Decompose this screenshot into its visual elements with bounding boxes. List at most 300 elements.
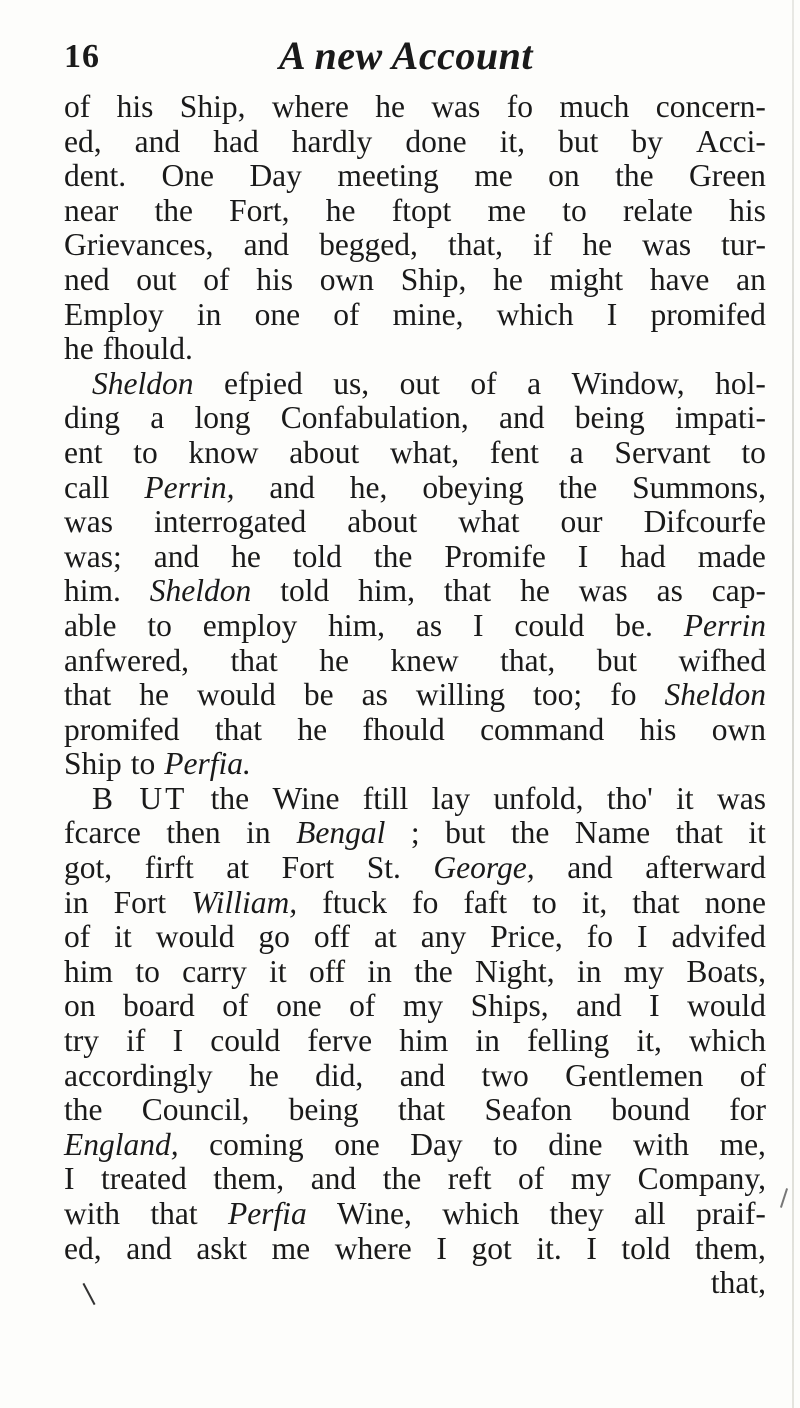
- word: meeting: [337, 158, 439, 194]
- word: interrogated: [154, 504, 307, 540]
- word: one: [276, 988, 322, 1024]
- word: Perrin,: [144, 469, 235, 505]
- word: got,: [64, 850, 113, 886]
- word: be.: [615, 607, 653, 643]
- word: able: [64, 607, 117, 643]
- word: our: [560, 504, 603, 540]
- word: the: [510, 815, 550, 851]
- word: he: [297, 711, 328, 747]
- text-line: [64, 1162, 766, 1197]
- word: ftopt: [391, 192, 452, 228]
- word: lay: [431, 780, 471, 816]
- word: knew: [390, 642, 459, 678]
- word: it,: [581, 884, 608, 920]
- word: it: [748, 815, 766, 851]
- word: tho': [606, 780, 653, 816]
- word: it: [269, 953, 287, 989]
- word: Employ: [64, 296, 164, 332]
- word: he: [231, 538, 261, 574]
- word: in: [196, 296, 222, 332]
- word: as: [361, 677, 388, 713]
- text-line: [64, 886, 766, 921]
- word: his: [116, 89, 154, 124]
- text-line: [64, 194, 766, 229]
- word: fo: [506, 89, 533, 124]
- word: B: [92, 780, 117, 816]
- word: at: [226, 850, 250, 886]
- text-line: [64, 263, 766, 298]
- word: they: [549, 1196, 604, 1231]
- word: board: [123, 988, 195, 1024]
- word: Bengal: [296, 815, 386, 851]
- word: for: [729, 1092, 766, 1128]
- word: the: [64, 1092, 103, 1128]
- text-line: [64, 125, 766, 160]
- word: Ship: [64, 746, 122, 782]
- word: my: [623, 953, 665, 989]
- word: One: [161, 158, 215, 194]
- word: I: [606, 296, 618, 332]
- text-line: [64, 747, 766, 782]
- word: and: [499, 400, 545, 436]
- word: St.: [366, 850, 401, 886]
- word: ding: [64, 400, 121, 436]
- word: obeying: [422, 469, 524, 505]
- text-line: [64, 609, 766, 644]
- text-line: [64, 298, 766, 333]
- word: reft: [447, 1161, 492, 1197]
- word: Confabulation,: [280, 400, 469, 436]
- word: efpied: [223, 365, 303, 401]
- word: askt: [196, 1230, 248, 1266]
- word: it,: [499, 123, 525, 159]
- word: William,: [191, 884, 298, 920]
- word: could: [514, 607, 585, 643]
- text-line: [64, 920, 766, 955]
- word: long: [194, 400, 251, 436]
- word: ent: [64, 434, 103, 470]
- word: them,: [213, 1161, 285, 1197]
- word: the: [373, 538, 413, 574]
- word: to: [493, 1126, 518, 1162]
- text-line: [64, 332, 766, 367]
- word: hol-: [715, 365, 766, 401]
- word: impati-: [674, 400, 766, 436]
- word: which: [496, 296, 574, 332]
- word: any: [420, 919, 467, 955]
- word: Sheldon: [149, 573, 252, 609]
- word: that: [632, 884, 680, 920]
- word: of: [64, 919, 91, 955]
- word: too;: [533, 677, 583, 713]
- word: relate: [622, 192, 693, 228]
- word: fhould: [362, 711, 445, 747]
- word: and: [576, 988, 622, 1024]
- word: in: [367, 953, 392, 989]
- text-line: [64, 1232, 766, 1267]
- word: told: [280, 573, 330, 609]
- word: own: [711, 711, 766, 747]
- word: Fort: [281, 850, 335, 886]
- word: and: [399, 1057, 446, 1093]
- word: Boats,: [686, 953, 766, 989]
- word: that,: [447, 227, 504, 263]
- word: he: [375, 89, 405, 124]
- word: advifed: [671, 919, 766, 955]
- word: but: [445, 815, 486, 851]
- word: dine: [548, 1126, 603, 1162]
- word: but: [596, 642, 637, 678]
- word: my: [402, 988, 444, 1024]
- text-line: [64, 436, 766, 471]
- word: he: [319, 642, 349, 678]
- word: I: [64, 1161, 75, 1197]
- page-number: 16: [64, 38, 100, 75]
- word: a: [569, 434, 584, 470]
- word: of: [470, 365, 497, 401]
- text-line: [64, 367, 766, 402]
- word: England,: [64, 1126, 179, 1162]
- word: know: [188, 434, 259, 470]
- word: the: [615, 158, 654, 194]
- word: carry: [182, 953, 247, 989]
- word: where: [334, 1230, 412, 1266]
- word: he: [64, 331, 94, 367]
- word: hardly: [291, 123, 373, 159]
- word: that: [675, 815, 723, 851]
- text-line: [64, 644, 766, 679]
- word: that: [397, 1092, 446, 1128]
- word: the: [558, 469, 598, 505]
- word: ftill: [362, 780, 409, 816]
- word: of: [739, 1057, 766, 1093]
- word: might: [549, 261, 624, 297]
- word: that,: [710, 1265, 766, 1301]
- word: being: [288, 1092, 359, 1128]
- word: it,: [636, 1023, 662, 1059]
- text-line: [64, 90, 766, 125]
- word: Day: [410, 1126, 463, 1162]
- word: and: [269, 469, 315, 505]
- word: none: [704, 884, 766, 920]
- word: anfwered,: [64, 642, 190, 678]
- word: ftuck: [322, 884, 387, 920]
- word: by: [631, 123, 663, 159]
- word: off: [308, 953, 346, 989]
- word: two: [481, 1057, 529, 1093]
- text-line: [64, 159, 766, 194]
- word: command: [480, 711, 605, 747]
- page-header: [64, 22, 764, 82]
- word: that: [214, 711, 263, 747]
- text-line: [64, 401, 766, 436]
- word: him.: [64, 573, 121, 609]
- word: to: [133, 434, 158, 470]
- word: faft: [463, 884, 508, 920]
- word: Gentlemen: [565, 1057, 704, 1093]
- word: out: [399, 365, 440, 401]
- word: I: [586, 1230, 597, 1266]
- text-line: [64, 1128, 766, 1163]
- word: Green: [688, 158, 766, 194]
- word: and: [243, 227, 290, 263]
- word: Price,: [490, 919, 563, 955]
- word: Perrin: [683, 607, 766, 643]
- word: which: [689, 1023, 766, 1059]
- word: to: [147, 607, 172, 643]
- word: with: [633, 1126, 690, 1162]
- word: him,: [328, 607, 385, 643]
- word: Company,: [637, 1161, 766, 1197]
- word: ned: [64, 261, 110, 297]
- word: concern-: [655, 89, 766, 124]
- word: it.: [536, 1230, 562, 1266]
- word: would: [155, 919, 235, 955]
- word: he: [139, 677, 170, 713]
- word: the: [210, 780, 250, 816]
- word: them,: [695, 1230, 766, 1266]
- word: me,: [719, 1126, 766, 1162]
- word: employ: [202, 607, 298, 643]
- word: tur-: [721, 227, 766, 263]
- word: his: [729, 192, 766, 228]
- text-line: [64, 1024, 766, 1059]
- word: Acci-: [695, 123, 766, 159]
- word: Night,: [475, 953, 555, 989]
- word: in: [246, 815, 271, 851]
- word: told: [292, 538, 342, 574]
- word: mine,: [392, 296, 464, 332]
- word: did,: [315, 1057, 364, 1093]
- word: of: [349, 988, 376, 1024]
- word: praif-: [695, 1196, 766, 1231]
- text-line: [64, 540, 766, 575]
- word: where: [271, 89, 349, 124]
- word: what: [458, 504, 520, 540]
- word: dent.: [64, 158, 127, 194]
- word: and: [153, 538, 200, 574]
- word: wifhed: [678, 642, 766, 678]
- word: Council,: [141, 1092, 250, 1128]
- text-line: [64, 505, 766, 540]
- word: ed,: [64, 123, 102, 159]
- word: Ships,: [470, 988, 549, 1024]
- word: the: [414, 953, 453, 989]
- word: Wine: [272, 780, 340, 816]
- word: to: [532, 884, 557, 920]
- word: the: [382, 1161, 422, 1197]
- word: promifed: [650, 296, 766, 332]
- word: ;: [410, 815, 420, 851]
- text-line: [64, 228, 766, 263]
- word: that: [64, 677, 112, 713]
- word: which: [442, 1196, 520, 1231]
- text-line: [64, 782, 766, 817]
- word: off: [313, 919, 351, 955]
- word: he: [493, 261, 523, 297]
- word: cap-: [711, 573, 766, 609]
- word: but: [558, 123, 599, 159]
- word: if: [126, 1023, 146, 1059]
- word: own: [319, 261, 375, 297]
- word: George,: [433, 850, 535, 886]
- word: would: [197, 677, 276, 713]
- text-line: [64, 955, 766, 990]
- word: he: [325, 192, 356, 228]
- word: much: [559, 89, 630, 124]
- word: was: [578, 573, 628, 609]
- word: if: [533, 227, 553, 263]
- word: ferve: [307, 1023, 373, 1059]
- word: was: [431, 89, 481, 124]
- word: fcarce: [64, 815, 141, 851]
- word: was: [64, 504, 113, 540]
- word: Perfia: [227, 1196, 307, 1231]
- text-line: [64, 851, 766, 886]
- word: was: [716, 780, 766, 816]
- word: Promife: [444, 538, 546, 574]
- word: a: [150, 400, 165, 436]
- word: in: [475, 1023, 500, 1059]
- word: in: [576, 953, 602, 989]
- word: me: [474, 158, 513, 194]
- word: he,: [349, 469, 388, 505]
- word: and: [126, 1230, 172, 1266]
- word: and: [567, 850, 613, 886]
- word: that: [150, 1196, 198, 1231]
- word: at: [374, 919, 397, 955]
- word: Wine,: [337, 1196, 412, 1231]
- word: Name: [574, 815, 651, 851]
- text-line: [64, 574, 766, 609]
- text-line: [64, 1093, 766, 1128]
- word: near: [64, 192, 119, 228]
- word: promifed: [64, 711, 180, 747]
- word: about: [347, 504, 418, 540]
- word: he: [249, 1057, 279, 1093]
- word: of: [203, 261, 230, 297]
- word: his: [256, 261, 294, 297]
- text-line: [64, 989, 766, 1024]
- word: of: [222, 988, 249, 1024]
- word: Seafon: [484, 1092, 572, 1128]
- word: us,: [333, 365, 370, 401]
- word: all: [634, 1196, 666, 1231]
- word: he: [582, 227, 613, 263]
- word: would: [687, 988, 766, 1024]
- word: was;: [64, 538, 122, 574]
- word: as: [656, 573, 683, 609]
- word: done: [405, 123, 467, 159]
- word: on: [64, 988, 96, 1024]
- word: got: [471, 1230, 512, 1266]
- word: I: [577, 538, 589, 574]
- word: firft: [144, 850, 194, 886]
- word: made: [697, 538, 766, 574]
- word: I: [636, 919, 648, 955]
- word: ed,: [64, 1230, 102, 1266]
- running-title: A new Account: [279, 33, 533, 78]
- text-line: [64, 713, 766, 748]
- word: fo: [586, 919, 614, 955]
- word: afterward: [645, 850, 766, 886]
- word: Grievances,: [64, 227, 214, 263]
- word: to: [130, 746, 156, 782]
- page-edge-shadow: [792, 0, 794, 1408]
- word: was: [642, 227, 692, 263]
- word: try: [64, 1023, 99, 1059]
- word: him,: [358, 573, 415, 609]
- word: I: [649, 988, 660, 1024]
- word: treated: [101, 1161, 187, 1197]
- word: that: [443, 573, 492, 609]
- word: fhould.: [102, 331, 193, 367]
- word: I: [172, 1023, 184, 1059]
- word: and: [134, 123, 181, 159]
- word: call: [64, 469, 110, 505]
- word: Sheldon: [92, 365, 194, 401]
- word: had: [620, 538, 666, 574]
- word: willing: [415, 677, 506, 713]
- word: felling: [527, 1023, 610, 1059]
- word: go: [258, 919, 290, 955]
- text-line: [64, 678, 766, 713]
- word: of: [333, 296, 360, 332]
- word: told: [621, 1230, 671, 1266]
- word: begged,: [319, 227, 418, 263]
- word: it: [114, 919, 132, 955]
- word: my: [570, 1161, 612, 1197]
- word: on: [548, 158, 580, 194]
- word: and: [310, 1161, 357, 1197]
- word: be: [303, 677, 334, 713]
- word: fent: [489, 434, 539, 470]
- word: the: [154, 192, 193, 228]
- word: Ship,: [400, 261, 467, 297]
- word: coming: [209, 1126, 304, 1162]
- word: it: [676, 780, 694, 816]
- word: unfold,: [493, 780, 584, 816]
- word: then: [166, 815, 221, 851]
- word: to: [135, 953, 160, 989]
- word: of: [518, 1161, 545, 1197]
- word: I: [473, 607, 484, 643]
- word: out: [136, 261, 177, 297]
- word: he: [520, 573, 550, 609]
- word: Ship,: [179, 89, 246, 124]
- word: Fort,: [229, 192, 290, 228]
- word: Servant: [614, 434, 711, 470]
- word: being: [574, 400, 645, 436]
- word: could: [210, 1023, 281, 1059]
- word: Window,: [571, 365, 685, 401]
- text-line: [64, 1197, 766, 1232]
- word: with: [64, 1196, 121, 1231]
- word: me: [271, 1230, 311, 1266]
- word: a: [527, 365, 542, 401]
- word: that,: [500, 642, 556, 678]
- word: accordingly: [64, 1057, 213, 1093]
- word: UT: [139, 780, 188, 816]
- word: fo: [610, 677, 637, 713]
- word: his: [639, 711, 677, 747]
- text-line: [64, 1266, 766, 1301]
- stray-ink-mark: [780, 1188, 788, 1208]
- word: about: [289, 434, 360, 470]
- text-line: [64, 471, 766, 506]
- word: to: [562, 192, 587, 228]
- word: of: [64, 89, 91, 124]
